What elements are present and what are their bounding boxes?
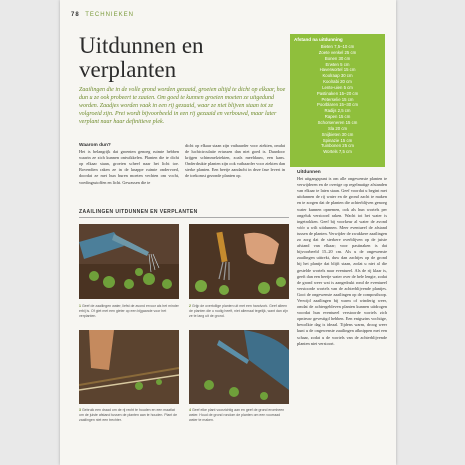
page-number: 78 [71,12,80,18]
photo-thinning-fork [189,224,289,299]
intro-text: Zaailingen die in de volle grond worden gezaaid, groeien altijd te dicht op elkaar, hoe dun u ze ook probeert te zaaien. Om goed te kunnen groeien moeten ze uitgedund worden. Zaadjes worden vaak in een rij gezaaid, waar ze niet blijven staan tot ze volgroeid zijn. Prei wordt bijvoorbeeld in een rij gezaaid en verbouwd, maar later verplant naar haar definitieve plek. [79,87,286,125]
caption-4 [189,408,289,422]
page-title: Uitdunnen en verplanten [79,33,204,82]
sidebar-list-item: Koolrabi 20 cm [323,79,352,85]
left-column [79,143,179,186]
caption-3 [79,408,179,422]
sidebar-list-item: Bonen 30 cm [324,55,351,61]
sidebar-heading: Afstand na uitdunning [294,37,343,42]
page-header [71,12,134,18]
sidebar-list-item: Snijbieten 30 cm [321,131,354,137]
caption-3-text: Gebruik een draad om de rij recht te houden en een maatlat om de juiste afstand tussen de planten aan te houden. Plant de zaailingen niet een trechter. [79,408,178,422]
caption-3-number: 3 [79,408,81,412]
sidebar-list-item: Peterselie 15 cm [321,96,354,102]
photo-watering-seedlings [79,224,179,299]
middle-column-text: dicht op elkaar staan zijn vatbaarder voor ziekten, omdat de luchtcirculatie ertussen dan niet goed is. Daardoor krijgen schimmelziekten, zoals meeldauw, een kans. Onderdrukte planten zijn ook vatbaarder voor ziekten dan sterke planten. Een beetje aandacht in deze fase levert in de toekomst gezonde planten op. [185,143,285,179]
sidebar-list-item: Sla 20 cm [327,125,348,131]
sidebar-list-item: Bieten 7,5–10 cm [320,44,355,49]
sidebar-list-item: Rapen 15 cm [324,114,351,120]
sidebar-list-item: Schorseneren 15 cm [317,119,358,125]
spacing-sidebar [290,34,385,167]
book-page [60,0,396,465]
sidebar-list-item: Koolraap 30 cm [322,73,353,79]
right-column-heading: Uitdunnen [297,170,321,175]
sidebar-list-item: Spinazie 15 cm [322,137,353,143]
caption-1 [79,304,179,318]
left-column-heading: Waarom dun? [79,143,111,148]
sidebar-list-item: Wortels 7,5 cm [323,149,352,155]
caption-2-text: Grijp de overtollige planten uit met een handvork. Geef alleen de planten die u nodig heeft, niet allemaal tegelijk, want dan zijn ze te lang uit de grond. [189,304,289,318]
caption-2 [189,304,289,318]
sidebar-list-item: Poorblaren 15–30 cm [316,102,359,108]
sidebar-list [290,44,385,155]
left-column-text: Het is belangrijk dat groenten genoeg ruimte hebben waarin ze zich kunnen ontwikkelen. Planten die te dicht op elkaar staan, groeien scheef naar het licht toe. Bovendien raken ze in de knappe ruimte ondervoed, doordat ze met hun buren moeten vechten om vocht, voedingsstoffen en licht. Gewassen die te [79,149,179,185]
photo-watering-planted [189,330,289,404]
caption-1-text: Geef de zaailingen water, liefst de avond ervoor als het minder erbij is. Of giet met een gieter op een bijgaande voor het verplanten. [79,304,179,318]
right-column [297,170,387,347]
sidebar-list-item: Pastinaken 15–20 cm [316,90,359,96]
sidebar-list-item: Haverwortel 15 cm [319,67,356,73]
sidebar-list-item: Lente-uien 5 cm [322,84,353,90]
caption-1-number: 1 [79,304,81,308]
middle-column [185,143,285,180]
photo-string-line [79,330,179,404]
caption-4-text: Geef elke plant voorzichtig aan en geef de grond eromheen water. Houd de grond rondom de planten om een voorraad water te maken. [189,408,285,422]
caption-4-number: 4 [189,408,191,412]
caption-2-number: 2 [189,304,191,308]
right-column-text: Het uitgangspunt is om alle ongewenste planten te verwijderen en de overige op regelmatige afstanden van elkaar te laten staan. Geef voordat u begint met uitdunnen de rij water en de grond zacht te maken en te zorgen dat de planten die achterblijven genoeg water kunnen opnemen, ook als hun wortels per ongeluk verstoord raken. Wacht tot het water is ingetrokken. Geef bij voorkeur al water de avond vóór u wilt uitdunnen. Meer eventueel de afstand tussen de planten. Verwijder de zwakkere zaailingen zo zorg dat de sterkere overblijven op de juiste afstand van elkaar; voor pastinaken is dat bijvoorbeeld 15–20 cm. Als u de ongewenste zaailingen uittrekt, duw dan zachtjes op de grond bij het plantje dat blijft staan, zodat u niet al die gestelde wortels naar eventueel. Als de rij klaar is, geeft dan een beetje water over de hele lengte, zodat de grond weer wat is aangedrukt rond de eventueel verstoorde wortels van de achterblijvende plantjes. Gooi de ongewenste zaailingen op de composthoop. Verwijd zaailingen bij warm of winderig weer, omdat de achtergebleven planten kunnen uitdrogen voordat hun eventueel verstoorde wortels zich opnieuw gevestigd hebben. Een enigszins vochtige, bewolkte dag is ideaal. Tijdens warm, droog weer kunt u de ongewenste zaailingen afknippen met een schaar, zodat u de wortels van de achterblijvende planten niet verstoort. [297,176,387,346]
section-name: TECHNIEKEN [85,12,134,18]
sidebar-list-item: Erwten 5 cm [325,61,350,67]
sidebar-list-item: Radijs 2,5 cm [324,108,351,114]
photos-title: ZAAILINGEN UITDUNNEN EN VERPLANTEN [79,209,289,218]
sidebar-list-item: Tuinbonen 25 cm [320,143,355,149]
sidebar-list-item: Zoete venkel 25 cm [318,49,357,55]
